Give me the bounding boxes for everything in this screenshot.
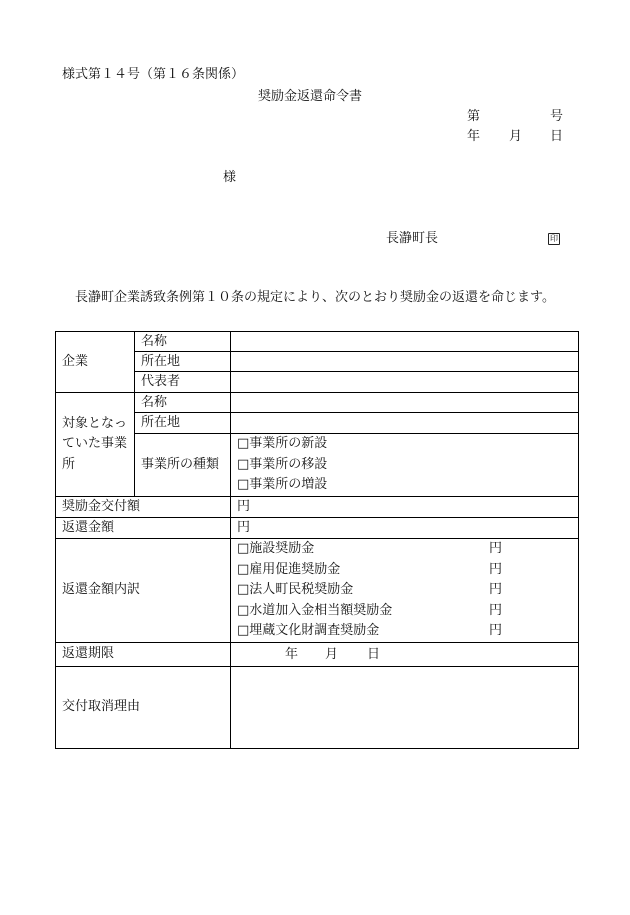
deadline-day: 日 xyxy=(367,646,381,662)
addressee-suffix: 様 xyxy=(223,170,237,185)
form-number: 様式第１４号（第１６条関係） xyxy=(62,67,245,82)
breakdown-item xyxy=(237,560,578,581)
date-year: 年 xyxy=(467,129,481,144)
breakdown-item-label: □埋蔵文化財調査奨励金 xyxy=(237,623,380,638)
deadline-year: 年 xyxy=(285,646,299,662)
company-label: 企業 xyxy=(56,332,135,393)
reason-label: 交付取消理由 xyxy=(56,666,231,748)
reason-field xyxy=(231,666,579,748)
table-row xyxy=(56,393,579,413)
breakdown-item-label: □施設奨励金 xyxy=(237,541,315,556)
company-representative-field xyxy=(231,372,579,393)
date-day: 日 xyxy=(550,129,564,144)
breakdown-item-unit: 円 xyxy=(489,623,503,638)
table-row xyxy=(56,332,579,352)
table-row xyxy=(56,539,579,643)
breakdown-item-label: □水道加入金相当額奨励金 xyxy=(237,602,393,618)
breakdown-item-unit: 円 xyxy=(489,541,503,556)
office-name-field xyxy=(231,393,579,413)
company-address-label: 所在地 xyxy=(135,352,231,372)
office-type-option-new: □事業所の新設 xyxy=(237,436,328,452)
breakdown-label: 返還金額内訳 xyxy=(56,539,231,643)
office-address-field xyxy=(231,413,579,434)
office-label: 対象となっていた事業所 xyxy=(56,393,135,497)
company-name-field xyxy=(231,332,579,352)
company-name-label: 名称 xyxy=(135,332,231,352)
breakdown-item-label: □法人町民税奨励金 xyxy=(237,582,354,597)
refund-amount-label: 返還金額 xyxy=(56,518,231,539)
refund-order-table xyxy=(55,331,579,749)
breakdown-item xyxy=(237,621,578,642)
table-row xyxy=(56,518,579,539)
issuer-name: 長瀞町長 xyxy=(386,231,439,246)
company-representative-label: 代表者 xyxy=(135,372,231,393)
office-type-options xyxy=(231,434,579,497)
table-row xyxy=(56,352,579,372)
deadline-month: 月 xyxy=(325,646,339,662)
table-row xyxy=(56,372,579,393)
table-row xyxy=(56,666,579,748)
refund-amount-unit: 円 xyxy=(231,518,579,539)
table-row xyxy=(56,497,579,518)
table-row xyxy=(56,434,579,497)
table-row xyxy=(56,413,579,434)
breakdown-item-label: □雇用促進奨励金 xyxy=(237,561,341,577)
office-name-label: 名称 xyxy=(135,393,231,413)
body-text: 長瀞町企業誘致条例第１０条の規定により、次のとおり奨励金の返還を命じます。 xyxy=(75,290,555,305)
breakdown-item-unit: 円 xyxy=(489,602,503,618)
breakdown-item-unit: 円 xyxy=(489,561,503,577)
deadline-date xyxy=(231,642,579,666)
breakdown-item xyxy=(237,580,578,601)
document-title: 奨励金返還命令書 xyxy=(258,89,363,104)
breakdown-items xyxy=(231,539,579,643)
grant-amount-label: 奨励金交付額 xyxy=(56,497,231,518)
grant-amount-unit: 円 xyxy=(231,497,579,518)
table-row xyxy=(56,642,579,666)
company-address-field xyxy=(231,352,579,372)
office-type-option-expand: □事業所の増設 xyxy=(237,477,328,493)
office-address-label: 所在地 xyxy=(135,413,231,434)
doc-number-suffix: 号 xyxy=(550,109,564,124)
office-type-label: 事業所の種類 xyxy=(135,434,231,497)
date-month: 月 xyxy=(509,129,523,144)
breakdown-item xyxy=(237,539,578,560)
breakdown-item-unit: 円 xyxy=(489,582,503,597)
breakdown-item xyxy=(237,601,578,622)
seal-mark: 印 xyxy=(550,234,558,243)
office-type-option-relocate: □事業所の移設 xyxy=(237,456,328,472)
deadline-label: 返還期限 xyxy=(56,642,231,666)
doc-number-prefix: 第 xyxy=(467,109,481,124)
